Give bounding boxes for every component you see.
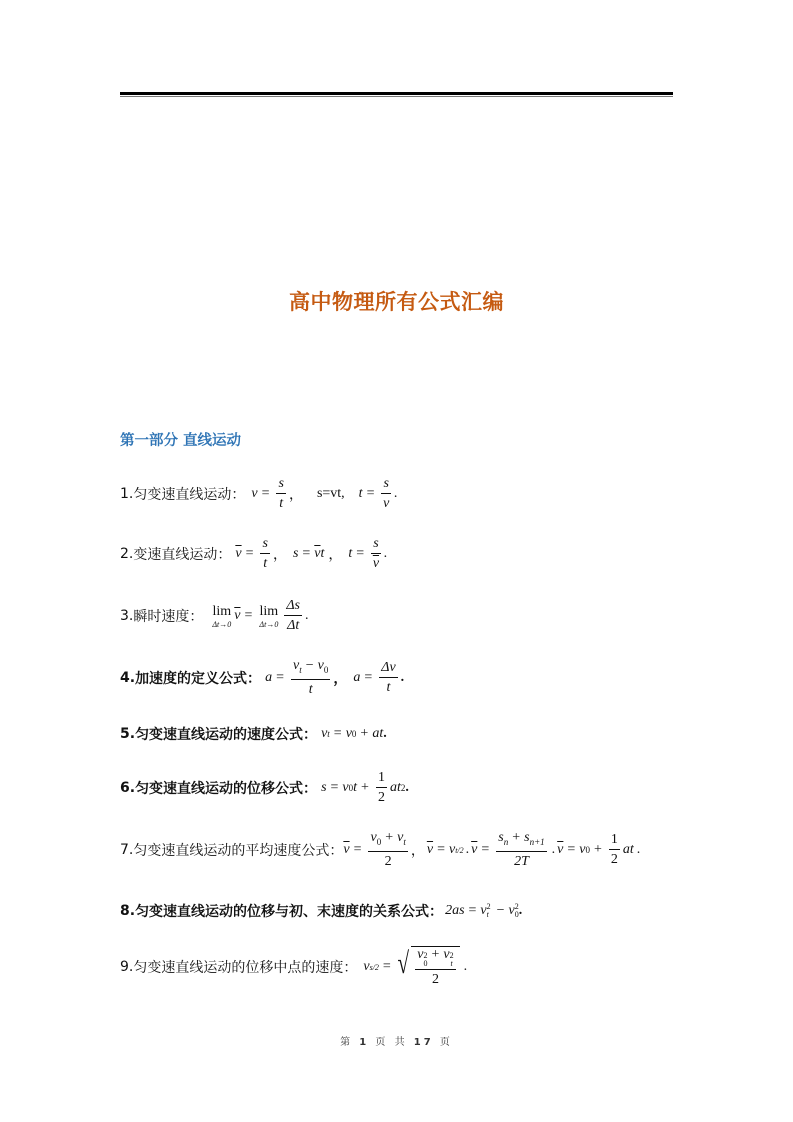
formula-number: 3. bbox=[120, 608, 134, 624]
total-pages: 17 bbox=[413, 1037, 434, 1048]
page-footer: 第 1 页 共 17 页 bbox=[340, 1037, 453, 1048]
formula-expression: v s/2 = √ v 2 0 + v 2 t 2 . bbox=[363, 947, 468, 987]
formula-expression: v = $\frac{s}{t}$ ， s=vt, t = $\frac{s}{v}$ . bbox=[251, 476, 398, 511]
formula-expression: 2as = v 2 t − v 2 0 . bbox=[445, 902, 523, 919]
formula-label: 匀变速直线运动的平均速度公式： bbox=[133, 843, 344, 859]
formula-number: 6. bbox=[120, 780, 136, 796]
document-title: 高中物理所有公式汇编 bbox=[289, 290, 504, 314]
formula-label: 变速直线运动： bbox=[133, 547, 232, 563]
formula-3 bbox=[120, 598, 309, 634]
formula-number: 4. bbox=[120, 670, 136, 686]
formula-4 bbox=[120, 658, 404, 698]
formula-number: 2. bbox=[120, 546, 134, 562]
formula-6 bbox=[120, 770, 409, 806]
formula-expression: $\overline{v}$ = $\frac{v_0 + v_t}{2}$ ， $\overline{v}$ = v t/2 . $\overline{v}$ = $\frac{s_n + s_{n+1}}{2T}$ . $\overline{v}$ = v 0 + $\frac{1}{2}$ at . bbox=[343, 830, 641, 869]
header-rule-thin bbox=[120, 96, 673, 97]
formula-number: 9. bbox=[120, 959, 134, 975]
formula-label: 匀变速直线运动： bbox=[133, 487, 246, 503]
formula-7 bbox=[120, 830, 640, 870]
formula-number: 8. bbox=[120, 903, 136, 919]
formula-2 bbox=[120, 536, 387, 572]
current-page: 1 bbox=[359, 1037, 370, 1048]
formula-label: 加速度的定义公式： bbox=[135, 671, 262, 687]
formula-label: 匀变速直线运动的位移中点的速度： bbox=[133, 960, 358, 976]
formula-9 bbox=[120, 946, 467, 988]
formula-expression: v t = v 0 + at . bbox=[321, 726, 387, 741]
formula-number: 1. bbox=[120, 486, 134, 502]
formula-expression: $\overline{v}$ = $\frac{s}{t}$ ， s = $\overline{v}$ t ， t = $\frac{s}{v}$ . bbox=[235, 536, 388, 571]
formula-label: 匀变速直线运动的位移与初、末速度的关系公式： bbox=[135, 904, 444, 920]
formula-1 bbox=[120, 476, 397, 512]
section-heading: 第一部分 直线运动 bbox=[120, 433, 242, 449]
formula-label: 匀变速直线运动的位移公式： bbox=[135, 781, 318, 797]
formula-label: 匀变速直线运动的速度公式： bbox=[135, 727, 318, 743]
formula-expression: a = $\frac{v_t - v_0}{t}$ ， a = $\frac{\Delta v}{t}$ . bbox=[265, 658, 405, 697]
formula-expression: lim Δt→0 $\overline{v}$ = lim Δt→0 $\frac{\Delta s}{\Delta t}$ . bbox=[212, 598, 309, 633]
formula-5 bbox=[120, 724, 387, 744]
formula-label: 瞬时速度： bbox=[133, 609, 204, 625]
formula-8 bbox=[120, 901, 522, 921]
formula-number: 7. bbox=[120, 842, 134, 858]
sqrt-sign: √ v 2 0 + v 2 t 2 bbox=[395, 946, 460, 988]
formula-expression: s = v 0 t + $\frac{1}{2}$ at 2 . bbox=[321, 770, 409, 805]
header-rule-thick bbox=[120, 92, 673, 95]
formula-number: 5. bbox=[120, 726, 136, 742]
